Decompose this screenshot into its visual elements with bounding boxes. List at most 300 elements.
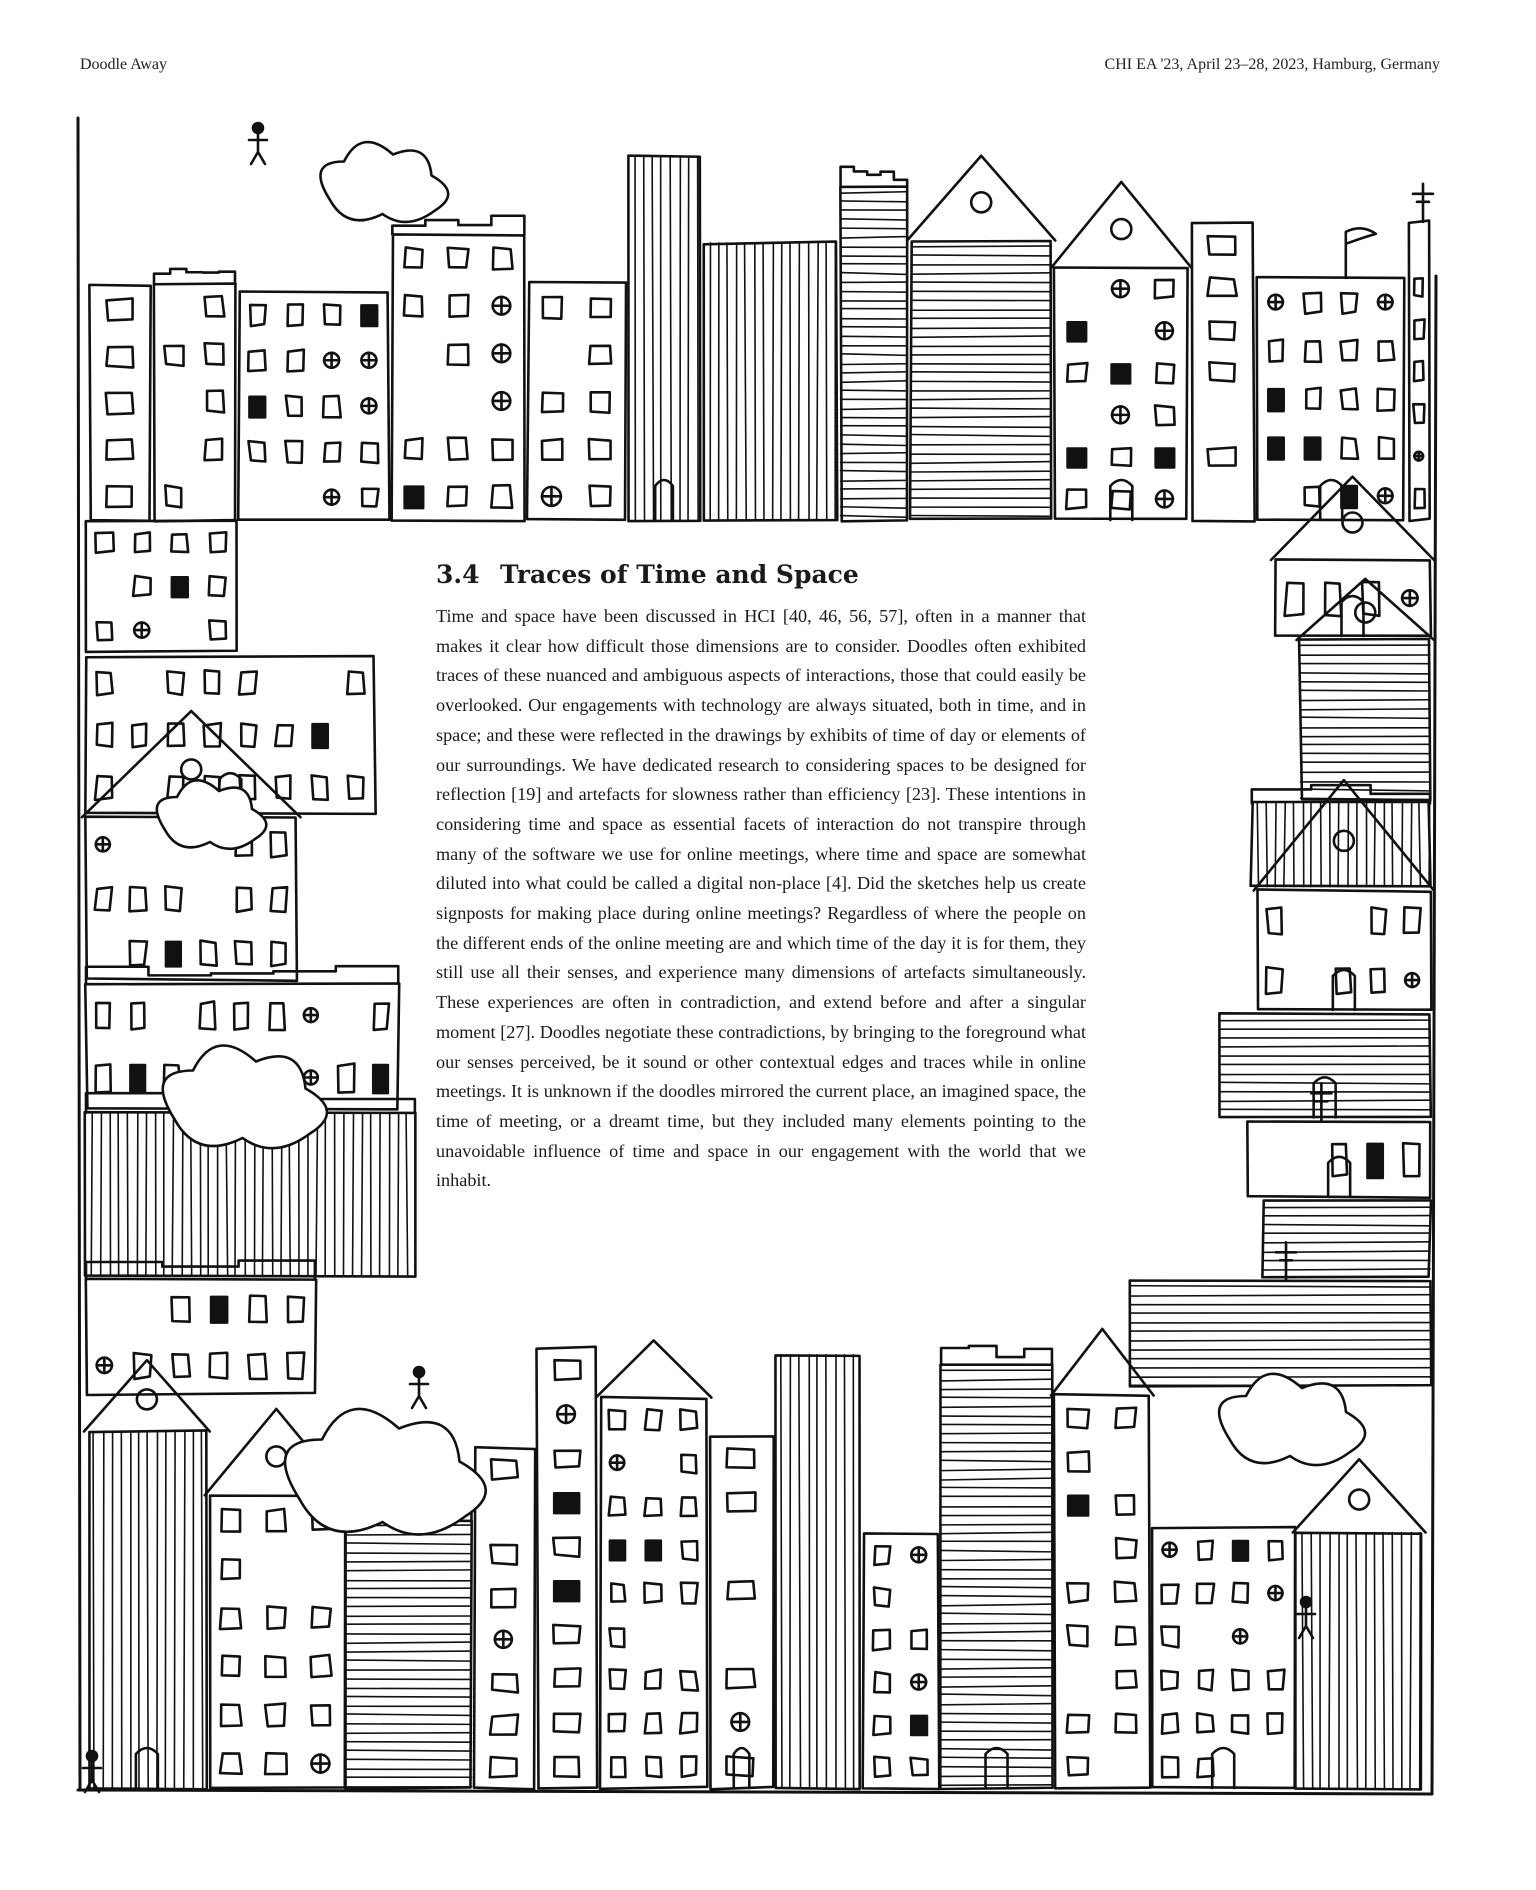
- window: [1111, 491, 1131, 509]
- window: [1197, 1713, 1214, 1732]
- window: [609, 1714, 625, 1731]
- window: [133, 576, 151, 596]
- window: [96, 1064, 111, 1092]
- building: [86, 521, 237, 652]
- window: [609, 1628, 624, 1647]
- window: [1305, 487, 1320, 507]
- window: [609, 1497, 626, 1516]
- window: [1198, 1541, 1213, 1560]
- window: [493, 248, 513, 270]
- window: [874, 1546, 890, 1565]
- window: [267, 1606, 285, 1628]
- window: [492, 1674, 518, 1692]
- window: [1414, 319, 1424, 339]
- hatching: [841, 192, 908, 518]
- window-dark: [1268, 438, 1283, 460]
- window: [873, 1630, 890, 1651]
- window: [165, 886, 181, 911]
- window: [95, 887, 112, 910]
- window: [269, 1003, 284, 1030]
- window: [682, 1756, 697, 1776]
- window: [220, 1609, 241, 1630]
- window: [1197, 1584, 1214, 1603]
- window: [129, 887, 146, 911]
- window: [543, 297, 562, 319]
- building-roof: [907, 156, 1055, 241]
- flag: [1346, 228, 1376, 278]
- building: [1262, 1200, 1431, 1277]
- window: [680, 1671, 698, 1690]
- window: [1341, 293, 1357, 314]
- window: [210, 1353, 228, 1379]
- window: [221, 1705, 242, 1727]
- window: [361, 443, 378, 463]
- window-dark: [172, 577, 188, 597]
- window: [221, 1509, 240, 1532]
- person-head: [87, 1751, 97, 1761]
- window: [1116, 1627, 1136, 1645]
- window: [542, 393, 563, 412]
- window: [205, 670, 220, 693]
- window-dark: [554, 1581, 579, 1601]
- window: [447, 487, 466, 507]
- door: [986, 1748, 1008, 1788]
- window: [237, 888, 252, 912]
- window: [1161, 1627, 1178, 1648]
- window-dark: [373, 1065, 388, 1093]
- window: [288, 304, 303, 326]
- window: [681, 1497, 697, 1516]
- window: [1068, 1451, 1090, 1471]
- window-dark: [1268, 389, 1283, 411]
- window: [249, 1296, 267, 1322]
- window-dark: [1068, 322, 1086, 341]
- building: [710, 1436, 774, 1789]
- window: [97, 723, 113, 747]
- window: [611, 1757, 625, 1777]
- window: [590, 486, 611, 506]
- window: [555, 1451, 581, 1468]
- hatching: [941, 1370, 1052, 1785]
- window-dark: [313, 724, 328, 748]
- window: [312, 1607, 331, 1628]
- window: [405, 438, 423, 459]
- window: [235, 941, 252, 964]
- window: [288, 1297, 304, 1322]
- hatching: [781, 1355, 854, 1788]
- window: [311, 1655, 332, 1677]
- window: [490, 1757, 517, 1777]
- window: [680, 1409, 697, 1429]
- window: [1155, 405, 1175, 425]
- window-dark: [1305, 438, 1320, 460]
- window: [271, 832, 287, 857]
- window: [1285, 583, 1304, 616]
- hatching: [710, 243, 835, 520]
- attic-window: [1355, 603, 1375, 623]
- window: [96, 672, 112, 695]
- window: [1116, 1714, 1137, 1733]
- hatching: [93, 1431, 203, 1788]
- window: [1415, 489, 1425, 508]
- window-dark: [610, 1541, 625, 1561]
- window: [1067, 1715, 1089, 1733]
- window: [1207, 277, 1236, 295]
- window: [1266, 908, 1281, 935]
- section-number: 3.4: [436, 560, 480, 589]
- window: [1377, 389, 1394, 411]
- window: [312, 775, 328, 799]
- window-dark: [554, 1493, 579, 1513]
- window: [554, 1668, 580, 1686]
- door: [1341, 596, 1363, 636]
- window: [165, 485, 181, 507]
- window: [285, 441, 302, 463]
- window: [1067, 1625, 1087, 1646]
- person-head: [1301, 1597, 1311, 1607]
- window: [347, 671, 364, 694]
- window-dark: [249, 397, 265, 418]
- window: [1116, 1495, 1134, 1514]
- window: [490, 1545, 517, 1565]
- running-head-left: Doodle Away: [80, 56, 167, 73]
- window: [681, 1541, 697, 1560]
- window: [1067, 1757, 1088, 1775]
- window: [106, 486, 131, 507]
- window: [234, 1003, 248, 1030]
- window: [490, 1715, 518, 1735]
- window: [1066, 490, 1086, 510]
- building: [940, 1365, 1052, 1789]
- building-parapet: [941, 1346, 1052, 1365]
- window: [404, 247, 422, 267]
- window: [324, 443, 340, 462]
- window: [1371, 969, 1385, 993]
- window: [1332, 1144, 1347, 1176]
- window: [1067, 363, 1087, 381]
- building: [628, 156, 700, 521]
- window: [1155, 280, 1174, 298]
- hatching: [1219, 1020, 1430, 1110]
- person-head: [253, 123, 263, 133]
- window: [591, 299, 611, 317]
- attic-window: [181, 759, 201, 779]
- window: [553, 1538, 580, 1557]
- window: [209, 620, 226, 639]
- window: [172, 1354, 190, 1377]
- window-dark: [646, 1541, 661, 1561]
- window: [542, 439, 562, 460]
- window: [1209, 322, 1235, 340]
- window: [209, 576, 226, 596]
- window: [491, 485, 512, 508]
- window: [204, 439, 222, 461]
- window: [248, 350, 265, 371]
- window: [241, 724, 256, 747]
- window: [448, 248, 469, 268]
- window: [239, 671, 257, 694]
- window: [323, 396, 341, 417]
- cloud: [163, 1046, 327, 1149]
- window: [611, 1583, 625, 1601]
- window: [324, 304, 340, 324]
- cloud: [1219, 1374, 1365, 1465]
- window: [1306, 388, 1320, 409]
- door: [734, 1748, 750, 1788]
- window: [1156, 363, 1174, 383]
- section-heading: [436, 558, 1086, 592]
- window: [681, 1583, 698, 1604]
- hatching: [1131, 1286, 1430, 1386]
- building-roof: [1297, 579, 1434, 640]
- attic-window: [1342, 512, 1362, 532]
- window: [553, 1625, 580, 1643]
- building-roof: [1254, 780, 1434, 891]
- window-dark: [911, 1716, 927, 1735]
- window: [491, 1589, 515, 1607]
- window: [1268, 1670, 1285, 1690]
- window: [404, 295, 422, 316]
- window: [348, 776, 364, 799]
- door: [655, 480, 673, 520]
- window: [267, 1509, 286, 1531]
- window: [448, 345, 469, 365]
- window: [727, 1492, 755, 1511]
- building: [210, 1496, 345, 1788]
- window-dark: [1233, 1541, 1248, 1560]
- window: [1414, 278, 1423, 296]
- window: [205, 343, 224, 364]
- window: [1162, 1757, 1178, 1777]
- window: [727, 1448, 755, 1467]
- window: [1067, 1409, 1088, 1428]
- window: [96, 1003, 110, 1028]
- section-title: Traces of Time and Space: [500, 560, 859, 589]
- window: [95, 533, 113, 553]
- building: [1192, 223, 1255, 522]
- window: [1115, 1408, 1136, 1428]
- cloud: [320, 142, 448, 222]
- window: [248, 441, 265, 461]
- hatching: [1301, 645, 1430, 800]
- window: [1232, 1670, 1248, 1691]
- window: [726, 1669, 755, 1688]
- window-dark: [1112, 364, 1130, 383]
- window: [450, 295, 469, 317]
- window: [911, 1630, 926, 1649]
- window: [1266, 967, 1283, 994]
- window: [265, 1704, 285, 1727]
- window: [645, 1669, 661, 1688]
- attic-window: [971, 192, 991, 212]
- window: [644, 1498, 661, 1516]
- window: [589, 439, 611, 459]
- window: [1403, 1143, 1419, 1176]
- window: [1269, 1541, 1283, 1560]
- window: [727, 1581, 754, 1599]
- window: [271, 887, 287, 912]
- building-roof: [1293, 1459, 1426, 1532]
- window-dark: [166, 942, 181, 966]
- window: [1413, 404, 1424, 423]
- window: [646, 1757, 661, 1777]
- window: [1341, 388, 1358, 409]
- window: [287, 1353, 304, 1379]
- window-dark: [1068, 449, 1086, 468]
- window-dark: [1156, 449, 1174, 468]
- antenna: [1413, 184, 1433, 222]
- hatching: [347, 1525, 472, 1787]
- attic-window: [1349, 1490, 1369, 1510]
- window: [106, 393, 134, 414]
- window: [1304, 293, 1322, 314]
- window: [200, 1001, 216, 1029]
- window-dark: [1341, 486, 1356, 508]
- window: [1208, 447, 1236, 465]
- hatching: [1257, 803, 1429, 886]
- hatching: [635, 157, 698, 520]
- window: [1208, 236, 1236, 254]
- window: [910, 1758, 927, 1775]
- attic-window: [137, 1389, 157, 1409]
- window-dark: [405, 487, 423, 508]
- window: [554, 1757, 579, 1777]
- window: [1269, 340, 1283, 362]
- window: [554, 1714, 581, 1733]
- running-head-right: CHI EA '23, April 23–28, 2023, Hamburg, Germany: [1104, 56, 1440, 73]
- building: [86, 1279, 316, 1395]
- window: [222, 1559, 240, 1579]
- window: [645, 1409, 662, 1430]
- window: [286, 396, 302, 416]
- window: [1341, 438, 1358, 459]
- window: [1404, 907, 1421, 932]
- window: [1199, 1670, 1213, 1690]
- window: [1117, 1671, 1137, 1688]
- window: [362, 489, 378, 507]
- window: [248, 1354, 266, 1379]
- attic-window: [1334, 831, 1354, 851]
- window: [1414, 361, 1423, 381]
- window: [1209, 362, 1234, 381]
- window: [1371, 907, 1386, 934]
- window: [1115, 1582, 1136, 1602]
- window: [172, 1297, 190, 1321]
- attic-window: [266, 1446, 286, 1466]
- attic-window: [1111, 219, 1131, 239]
- building-parapet: [841, 167, 908, 187]
- window-dark: [130, 1065, 145, 1093]
- window: [265, 1753, 287, 1774]
- window: [1232, 1715, 1248, 1733]
- hatching: [1302, 1532, 1420, 1788]
- building: [346, 1520, 472, 1789]
- window: [1379, 341, 1395, 361]
- window: [873, 1716, 890, 1735]
- window: [644, 1583, 661, 1603]
- window: [645, 1713, 661, 1733]
- window: [1162, 1585, 1179, 1604]
- window-dark: [1367, 1144, 1382, 1178]
- window: [1162, 1713, 1178, 1733]
- window-dark: [211, 1297, 227, 1323]
- window: [271, 942, 285, 966]
- window: [275, 725, 292, 746]
- window: [680, 1713, 697, 1734]
- window: [874, 1672, 890, 1692]
- window: [491, 1459, 518, 1479]
- window: [591, 392, 610, 412]
- window: [1161, 1671, 1178, 1690]
- window-dark: [1068, 1496, 1088, 1516]
- window: [874, 1587, 890, 1606]
- window: [874, 1757, 890, 1777]
- window: [589, 346, 611, 364]
- building-roof: [596, 1340, 711, 1397]
- window: [1067, 1583, 1088, 1602]
- building: [863, 1533, 940, 1789]
- hatching: [911, 246, 1051, 516]
- window: [1305, 341, 1321, 361]
- door: [1212, 1748, 1234, 1788]
- door: [1110, 480, 1132, 520]
- window: [1233, 1583, 1248, 1603]
- window: [205, 296, 225, 316]
- window: [97, 622, 113, 640]
- window: [222, 1656, 240, 1676]
- window: [220, 1753, 242, 1773]
- cloud: [157, 780, 266, 848]
- window: [210, 532, 226, 552]
- window: [1379, 437, 1394, 459]
- section-body-paragraph: Time and space have been discussed in HCI [40, 46, 56, 57], often in a manner that makes it clear how difficult those dimensions are to consider. Doodles often exhibited traces of these nuanced and ambiguous aspects of interactions, those that could easily be overlooked. Our engagements with technology are always situated, both in time, and in space; and these were reflected in the drawings by exhibits of time of day or elements of our surroundings. We have dedicated research to considering spaces to be designed for reflection [19] and artefacts for slowness rather than efficiency [23]. These intentions in considering time and space as essential facets of interaction do not transpire through many of the software we use for online meetings, where time and space are somewhat diluted into what could be called a digital non-place [4]. Did the sketches help us create signposts for making place during online meetings? Regardless of where the people on the different ends of the online meeting are and which time of the day it is for them, they still use all their senses, and experience many dimensions of artefacts simultaneously. These experiences are often in contradiction, and extend before and after a singular moment [27]. Doodles negotiate these contradictions, by bringing to the foreground what our senses perceived, be it sound or other contextual edges and traces while in online meetings. It is unknown if the doodles mirrored the current place, an imagined space, the time of meeting, or a dreamt time, but they included many elements pointing to the unavoidable influence of time and space in our engagement with the world that we inhabit.: [436, 606, 1086, 1191]
- window: [1112, 448, 1131, 466]
- window: [448, 438, 468, 460]
- window: [171, 534, 188, 552]
- window: [130, 941, 147, 965]
- building: [1251, 802, 1431, 886]
- window: [681, 1455, 696, 1474]
- window: [287, 350, 303, 372]
- window: [1116, 1538, 1136, 1558]
- window: [311, 1705, 330, 1725]
- window: [338, 1064, 354, 1093]
- window: [200, 941, 216, 966]
- building: [392, 234, 525, 521]
- window: [610, 1669, 626, 1688]
- window: [167, 671, 184, 695]
- window: [106, 347, 133, 368]
- section-text-block: [436, 558, 1086, 1196]
- window: [374, 1004, 389, 1030]
- window: [265, 1656, 285, 1677]
- person-figure: [249, 133, 267, 164]
- building: [1409, 221, 1430, 521]
- window: [135, 532, 150, 552]
- window: [106, 298, 132, 320]
- person-head: [414, 1367, 424, 1377]
- window: [164, 346, 183, 366]
- window: [1267, 1713, 1282, 1733]
- window: [106, 439, 133, 459]
- window: [609, 1410, 626, 1429]
- window: [131, 1003, 144, 1030]
- window: [132, 724, 146, 747]
- window: [492, 439, 512, 460]
- window: [250, 305, 266, 326]
- building-roof: [1051, 182, 1191, 268]
- window: [1340, 340, 1357, 360]
